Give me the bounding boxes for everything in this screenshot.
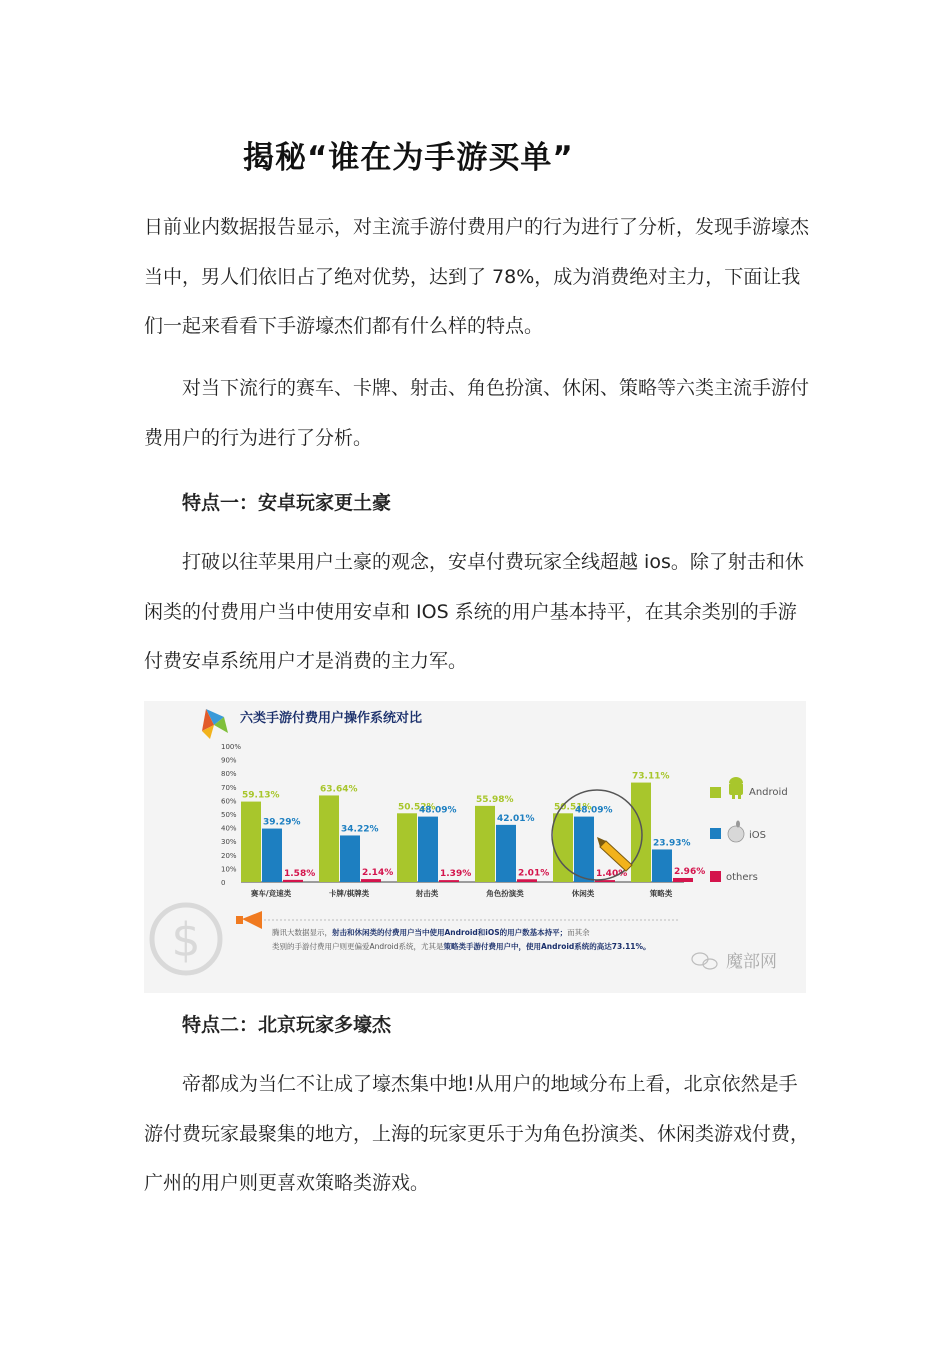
bar-android-0 bbox=[241, 802, 261, 882]
category-labels bbox=[251, 888, 673, 898]
category-label-3: 角色扮演类 bbox=[486, 889, 524, 898]
bar-label-others-1: 2.14% bbox=[362, 868, 394, 879]
bar-others-5 bbox=[673, 878, 693, 882]
android-icon bbox=[729, 777, 743, 799]
y-tick-label: 60% bbox=[221, 797, 237, 806]
y-tick-label: 0 bbox=[221, 879, 226, 887]
feature1-paragraph: 打破以往苹果用户土豪的观念，安卓付费玩家全线超越 ios。除了射击和休闲类的付费用户当中使用安卓和 IOS 系统的用户基本持平，在其余类别的手游付费安卓系统用户才是消费的主力军。 bbox=[144, 551, 804, 672]
intro-paragraph: 日前业内数据报告显示，对主流手游付费用户的行为进行了分析，发现手游壕杰当中，男人们依旧占了绝对优势，达到了 78%，成为消费绝对主力，下面让我们一起来看看下手游壕杰们都有什么样的特点。 bbox=[144, 216, 810, 337]
bar-ios-4 bbox=[574, 817, 594, 882]
category-label-4: 休闲类 bbox=[571, 889, 595, 898]
bar-label-others-5: 2.96% bbox=[674, 866, 706, 877]
bar-others-3 bbox=[517, 879, 537, 882]
legend-label-others: others bbox=[726, 872, 758, 883]
bar-label-ios-4: 48.09% bbox=[575, 805, 613, 816]
category-label-5: 策略类 bbox=[649, 889, 673, 898]
bar-label-android-0: 59.13% bbox=[242, 790, 280, 801]
legend-label-android: Android bbox=[749, 787, 788, 798]
bar-label-ios-0: 39.29% bbox=[263, 817, 301, 828]
note-megaphone-icon bbox=[236, 911, 262, 929]
y-tick-label: 70% bbox=[221, 783, 237, 792]
bar-label-others-2: 1.39% bbox=[440, 869, 472, 880]
category-label-0: 赛车/竞速类 bbox=[250, 889, 292, 898]
bar-others-2 bbox=[439, 880, 459, 882]
bar-ios-2 bbox=[418, 817, 438, 882]
legend-swatch-others bbox=[710, 871, 721, 882]
bar-android-5 bbox=[631, 783, 651, 882]
bar-label-ios-2: 48.09% bbox=[419, 805, 457, 816]
os-comparison-chart bbox=[144, 701, 806, 993]
bar-android-2 bbox=[397, 813, 417, 882]
watermark-text: 魔部网 bbox=[726, 952, 777, 972]
logo-icon bbox=[202, 709, 228, 739]
bar-others-0 bbox=[283, 880, 303, 882]
dollar-watermark-icon bbox=[152, 905, 220, 973]
legend bbox=[710, 777, 788, 883]
bar-label-ios-1: 34.22% bbox=[341, 824, 379, 835]
category-label-2: 射击类 bbox=[415, 889, 439, 898]
legend-swatch-android bbox=[710, 787, 721, 798]
feature1-heading: 特点一：安卓玩家更土豪 bbox=[182, 492, 392, 514]
y-tick-label: 10% bbox=[221, 865, 237, 874]
y-axis-ticks bbox=[221, 743, 241, 887]
bar-label-ios-3: 42.01% bbox=[497, 813, 535, 824]
bar-label-others-3: 2.01% bbox=[518, 868, 550, 879]
feature2-heading: 特点二：北京玩家多壕杰 bbox=[182, 1014, 392, 1036]
bar-ios-5 bbox=[652, 849, 672, 882]
bar-ios-3 bbox=[496, 825, 516, 882]
y-tick-label: 30% bbox=[221, 838, 237, 847]
y-tick-label: 90% bbox=[221, 756, 237, 765]
bar-ios-1 bbox=[340, 835, 360, 882]
legend-swatch-ios bbox=[710, 828, 721, 839]
bar-others-1 bbox=[361, 879, 381, 882]
note-line-1: 腾讯大数据显示，射击和休闲类的付费用户当中使用Android和iOS的用户数基本持平；而其余 bbox=[272, 928, 590, 937]
feature2-paragraph: 帝都成为当仁不让成了壕杰集中地!从用户的地域分布上看，北京依然是手游付费玩家最聚集的地方，上海的玩家更乐于为角色扮演类、休闲类游戏付费，广州的用户则更喜欢策略类游戏。 bbox=[144, 1073, 810, 1194]
y-tick-label: 80% bbox=[221, 770, 237, 779]
bar-android-1 bbox=[319, 795, 339, 882]
bar-label-android-4: 50.51% bbox=[554, 802, 592, 813]
y-tick-label: 100% bbox=[221, 743, 242, 751]
apple-icon bbox=[728, 821, 744, 843]
page-title: 揭秘“谁在为手游买单” bbox=[243, 140, 574, 176]
category-label-1: 卡牌/棋牌类 bbox=[328, 889, 370, 898]
bar-label-android-1: 63.64% bbox=[320, 784, 358, 795]
bar-label-android-3: 55.98% bbox=[476, 794, 514, 805]
wechat-icon bbox=[692, 953, 717, 969]
bar-label-others-0: 1.58% bbox=[284, 868, 316, 879]
pencil-icon bbox=[597, 837, 632, 871]
chart-title: 六类手游付费用户操作系统对比 bbox=[240, 711, 423, 726]
svg-text:$: $ bbox=[171, 913, 201, 967]
note-line-2: 类别的手游付费用户则更偏爱Android系统，尤其是策略类手游付费用户中，使用Android系统的高达73.11%。 bbox=[272, 942, 651, 951]
bar-label-android-2: 50.52% bbox=[398, 802, 436, 813]
bar-label-ios-5: 23.93% bbox=[653, 838, 691, 849]
y-tick-label: 50% bbox=[221, 811, 237, 819]
y-tick-label: 40% bbox=[221, 824, 237, 833]
bar-label-others-4: 1.40% bbox=[596, 869, 628, 880]
legend-label-ios: iOS bbox=[749, 830, 766, 841]
bar-ios-0 bbox=[262, 829, 282, 882]
bar-label-android-5: 73.11% bbox=[632, 771, 670, 782]
y-tick-label: 20% bbox=[221, 851, 237, 860]
bar-android-3 bbox=[475, 806, 495, 882]
scope-paragraph: 对当下流行的赛车、卡牌、射击、角色扮演、休闲、策略等六类主流手游付费用户的行为进行了分析。 bbox=[144, 377, 810, 449]
